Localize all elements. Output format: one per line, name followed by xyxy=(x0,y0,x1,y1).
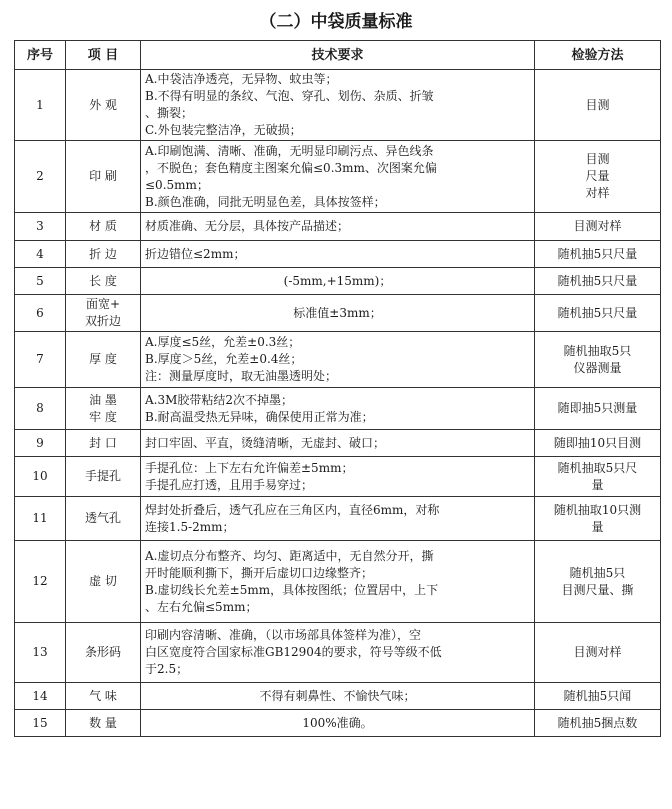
page-title: （二）中袋质量标准 xyxy=(259,12,413,32)
method-line: 随机抽取10只测 xyxy=(553,502,642,517)
row-number: 15 xyxy=(15,710,66,737)
row-number: 13 xyxy=(15,623,66,683)
requirement-line: 连接1.5-2mm； xyxy=(145,519,235,534)
row-number: 1 xyxy=(15,70,66,141)
row-item: 长 度 xyxy=(66,268,141,295)
table-row xyxy=(15,332,661,388)
row-method xyxy=(535,430,661,457)
method-line: 随机抽取5只尺 xyxy=(557,460,638,475)
header-method: 检验方法 xyxy=(535,41,661,70)
table-row xyxy=(15,541,661,623)
table-row xyxy=(15,388,661,430)
table-row xyxy=(15,295,661,332)
row-number: 6 xyxy=(15,295,66,332)
header-requirement: 技术要求 xyxy=(141,41,535,70)
row-item: 材 质 xyxy=(66,213,141,241)
row-number: 8 xyxy=(15,388,66,430)
row-item: 印 刷 xyxy=(66,141,141,213)
requirement-line: 注：测量厚度时，取无油墨透明处； xyxy=(145,369,338,383)
requirement-line: 焊封处折叠后，透气孔应在三角区内，直径6mm，对称 xyxy=(145,502,440,517)
table-row xyxy=(15,141,661,213)
row-requirement xyxy=(141,457,535,497)
row-item: 数 量 xyxy=(66,710,141,737)
row-method xyxy=(535,683,661,710)
row-method xyxy=(535,241,661,268)
row-number: 4 xyxy=(15,241,66,268)
table-row xyxy=(15,497,661,541)
row-item: 透气孔 xyxy=(66,497,141,541)
requirement-line: 标准值±3mm； xyxy=(293,305,382,320)
row-number: 3 xyxy=(15,213,66,241)
table-row xyxy=(15,268,661,295)
row-item: 手提孔 xyxy=(66,457,141,497)
row-requirement xyxy=(141,70,535,141)
row-item: 条形码 xyxy=(66,623,141,683)
row-method xyxy=(535,541,661,623)
row-requirement xyxy=(141,497,535,541)
row-requirement xyxy=(141,541,535,623)
table-row xyxy=(15,430,661,457)
requirement-line: 材质准确、无分层，具体按产品描述； xyxy=(145,219,350,233)
requirement-line: (-5mm,+15mm)； xyxy=(283,273,392,288)
requirement-line: B.耐高温受热无异味，确保使用正常为准； xyxy=(145,409,374,424)
row-method xyxy=(535,295,661,332)
row-number: 11 xyxy=(15,497,66,541)
requirement-line: 、撕裂； xyxy=(145,106,194,120)
row-number: 2 xyxy=(15,141,66,213)
row-method xyxy=(535,497,661,541)
row-item: 封 口 xyxy=(66,430,141,457)
row-number: 12 xyxy=(15,541,66,623)
row-item: 气 味 xyxy=(66,683,141,710)
method-line: 目测尺量、撕 xyxy=(561,582,634,597)
table-row xyxy=(15,457,661,497)
row-method xyxy=(535,710,661,737)
requirement-line: A.厚度≤5丝，允差±0.3丝； xyxy=(145,335,301,349)
quality-standard-table xyxy=(14,40,661,737)
row-method xyxy=(535,70,661,141)
method-line: 随机抽5只 xyxy=(569,565,626,580)
requirement-line: C.外包装完整洁净，无破损； xyxy=(145,123,302,137)
method-line: 量 xyxy=(591,519,604,534)
row-item: 外 观 xyxy=(66,70,141,141)
requirement-line: ≤0.5mm； xyxy=(145,177,209,192)
method-line: 目测 xyxy=(585,97,610,112)
header-item: 项 目 xyxy=(66,41,141,70)
method-line: 随机抽5只闻 xyxy=(563,688,632,703)
row-method xyxy=(535,388,661,430)
row-number: 9 xyxy=(15,430,66,457)
requirement-line: A.3M胶带粘结2次不掉墨； xyxy=(145,392,294,407)
method-line: 对样 xyxy=(585,186,610,200)
requirement-line: A.印刷饱满、清晰、准确，无明显印刷污点、异色线条 xyxy=(145,143,434,158)
table-header-row xyxy=(15,41,661,70)
row-requirement xyxy=(141,623,535,683)
method-line: 目测对样 xyxy=(573,219,622,233)
row-item: 面宽+ 双折边 xyxy=(66,295,141,332)
row-number: 14 xyxy=(15,683,66,710)
row-method xyxy=(535,332,661,388)
row-method xyxy=(535,268,661,295)
row-requirement xyxy=(141,268,535,295)
method-line: 随机抽5只尺量 xyxy=(557,305,638,320)
table-body xyxy=(15,70,661,737)
row-requirement xyxy=(141,141,535,213)
table-row xyxy=(15,710,661,737)
method-line: 随即抽10只目测 xyxy=(553,435,642,450)
method-line: 目测对样 xyxy=(573,645,622,659)
row-requirement xyxy=(141,710,535,737)
row-item: 折 边 xyxy=(66,241,141,268)
row-method xyxy=(535,457,661,497)
row-requirement xyxy=(141,241,535,268)
row-requirement xyxy=(141,295,535,332)
method-line: 随机抽5只尺量 xyxy=(557,273,638,288)
row-requirement xyxy=(141,332,535,388)
row-requirement xyxy=(141,213,535,241)
requirement-line: A.中袋洁净透亮，无异物、蚊虫等； xyxy=(145,72,338,86)
table-row xyxy=(15,70,661,141)
table-row xyxy=(15,683,661,710)
requirement-line: 100%准确。 xyxy=(302,715,373,730)
row-item: 厚 度 xyxy=(66,332,141,388)
method-line: 随即抽5只测量 xyxy=(557,401,638,415)
table-row xyxy=(15,213,661,241)
row-item: 油 墨 牢 度 xyxy=(66,388,141,430)
method-line: 仪器测量 xyxy=(573,360,622,375)
requirement-line: 不得有刺鼻性、不愉快气味； xyxy=(259,688,416,703)
row-method xyxy=(535,213,661,241)
row-item: 虚 切 xyxy=(66,541,141,623)
requirement-line: ，不脱色；套色精度主图案允偏≤0.3mm、次图案允偏 xyxy=(145,160,437,175)
row-requirement xyxy=(141,683,535,710)
requirement-line: 、左右允偏≤5mm； xyxy=(145,599,258,614)
requirement-line: 封口牢固、平直，烫缝清晰，无虚封、破口； xyxy=(145,435,386,450)
row-method xyxy=(535,623,661,683)
requirement-line: 白区宽度符合国家标准GB12904的要求，符号等级不低 xyxy=(145,645,442,659)
row-method xyxy=(535,141,661,213)
method-line: 随机抽5只尺量 xyxy=(557,246,638,261)
requirement-line: B.不得有明显的条纹、气泡、穿孔、划伤、杂质、折皱 xyxy=(145,89,434,103)
requirement-line: 于2.5； xyxy=(145,662,189,676)
row-requirement xyxy=(141,430,535,457)
row-number: 7 xyxy=(15,332,66,388)
requirement-line: B.虚切线长允差±5mm，具体按图纸；位置居中，上下 xyxy=(145,582,439,597)
method-line: 量 xyxy=(591,477,604,492)
requirement-line: 折边错位≤2mm； xyxy=(145,246,246,261)
row-number: 10 xyxy=(15,457,66,497)
method-line: 随机抽取5只 xyxy=(563,343,632,358)
method-line: 目测 xyxy=(585,152,610,166)
requirement-line: 印刷内容清晰、准确，（以市场部具体签样为准），空 xyxy=(145,628,422,642)
requirement-line: B.颜色准确，同批无明显色差，具体按签样； xyxy=(145,194,386,209)
row-number: 5 xyxy=(15,268,66,295)
row-requirement xyxy=(141,388,535,430)
requirement-line: 开时能顺利撕下，撕开后虚切口边缘整齐； xyxy=(145,565,374,580)
header-no: 序号 xyxy=(15,41,66,70)
requirement-line: A.虚切点分布整齐、均匀、距离适中，无自然分开，撕 xyxy=(145,548,434,563)
table-row xyxy=(15,241,661,268)
table-row xyxy=(15,623,661,683)
requirement-line: 手提孔位：上下左右允许偏差±5mm； xyxy=(145,460,354,475)
method-line: 随机抽5捆点数 xyxy=(557,715,638,730)
requirement-line: 手提孔应打透，且用手易穿过； xyxy=(145,477,314,492)
method-line: 尺量 xyxy=(585,169,610,183)
requirement-line: B.厚度＞5丝，允差±0.4丝； xyxy=(145,352,303,366)
